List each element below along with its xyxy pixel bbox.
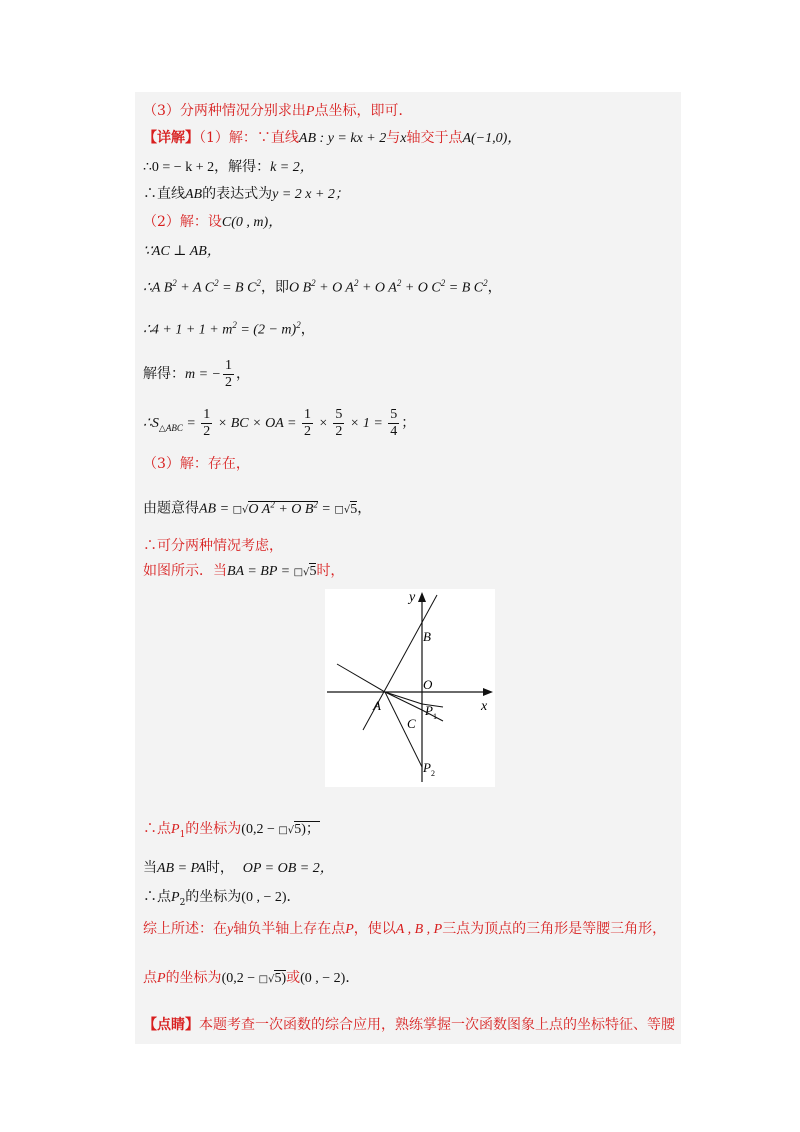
solve-m-line: 解得：m = − $\frac{1}{2}$ ， [143,357,251,390]
p2-coordinates: ∴点$P_2$的坐标为(0 , − 2)． [143,889,301,908]
solve-k-line: ∴0 = − k + 2，解得：k = 2， [143,160,314,175]
label-o: O [423,677,433,692]
final-answer-line: 点P的坐标为(0,2 − □√5)或(0 , − 2)． [143,970,360,986]
label-b: B [423,629,431,644]
ab-length-line: 由题意得AB = □√O $A^2 + O$ $B^2$ = □√5， [143,499,372,517]
label-x: x [481,699,488,714]
p1-coordinates: ∴点$P_1$的坐标为(0,2 − □√5)； [143,821,320,840]
comment-line: 【点睛】本题考查一次函数的综合应用，熟练掌握一次函数图象上点的坐标特征、等腰 [143,1017,675,1033]
step-3-exists: （3）解：存在， [143,456,250,472]
line-a-c [385,692,422,710]
label-y: y [409,590,416,605]
label-p1: P [425,703,433,718]
case-2-line: 当AB = PA时， OP = OB = 2， [143,860,334,876]
label-a: A [373,698,381,713]
x-axis-arrow [483,688,493,696]
figure-svg [325,589,495,787]
line-expression: ∴直线AB的表达式为y = 2 x + 2； [143,186,349,202]
perpendicular-line: ∵AC ⊥ AB， [143,244,221,259]
y-axis-arrow [418,592,426,602]
label-p1-sub: 1 [433,712,437,721]
fraction-one-half: $\frac{1}{2}$ [225,357,233,390]
coordinate-figure [325,589,495,787]
pythagoras-line: ∴A $B^2 + A$ $C^2 = B$ $C^2$，即O $B^2 + O$ $A^2 + O$ $A^2 + O$ $C^2 = B$ $C^2$， [143,278,502,296]
case-1-line: 如图所示．当BA = BP = □√5时， [143,563,345,579]
label-p2: P [423,760,431,775]
summary-line: 综上所述：在y轴负半轴上存在点P，使以A , B , P三点为顶点的三角形是等腰三角形， [143,921,667,937]
label-p2-sub: 2 [431,769,435,778]
line-a-p2 [385,692,422,767]
step-3-hint: （3）分两种情况分别求出P点坐标，即可． [143,103,413,119]
area-line: $\therefore S_{\triangle ABC}$ = $\frac{1}{2}$ × BC × OA = $\frac{1}{2}$ × $\frac{5}{2}$ × 1 = $\frac{5}{4}$ ； [143,407,416,440]
equation-m-line: ∴4 + $1 + 1 + m^2 = (2 - m)^2$， [143,320,315,338]
line-upper-left [337,664,385,692]
two-cases-line: ∴可分两种情况考虑， [143,538,283,554]
set-c-line: （2）解：设C(0 , m)， [143,214,283,230]
label-c: C [407,716,416,731]
detail-line-1: 【详解】（1）解：∵直线AB : y = kx + 2与x轴交于点A(−1,0)， [143,130,522,146]
